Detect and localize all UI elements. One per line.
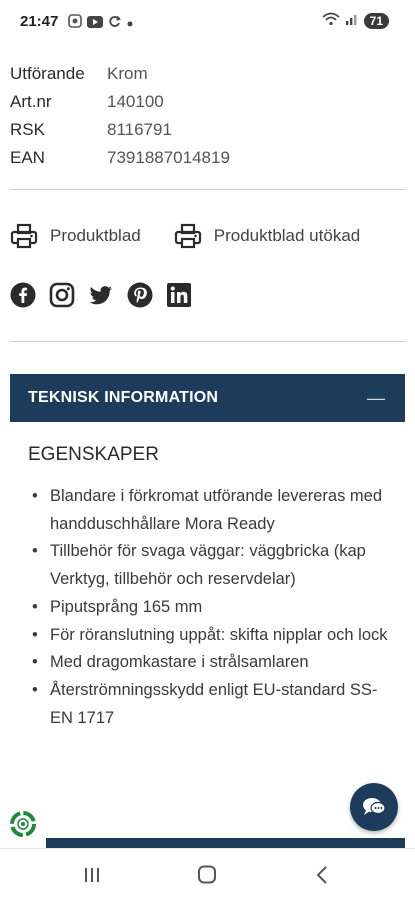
spec-value: 8116791 [107, 120, 172, 139]
wifi-icon [322, 12, 340, 29]
product-sheet-extended-link[interactable] [174, 222, 361, 250]
divider [10, 189, 405, 190]
notification-icons [68, 14, 134, 31]
product-sheet-link[interactable] [10, 222, 141, 250]
social-links [10, 282, 192, 308]
spec-label: Art.nr [10, 92, 52, 111]
spec-label: EAN [10, 148, 45, 167]
list-item: • Tillbehör för svaga väggar: väggbricka (kap Verktyg, tillbehör och reservdelar) [28, 538, 393, 593]
technical-information-accordion[interactable] [10, 374, 405, 422]
next-section-header[interactable] [46, 838, 405, 848]
chat-button[interactable] [350, 783, 398, 831]
list-item: • För röranslutning uppåt: skifta nipplar och lock [28, 622, 393, 650]
status-time: 21:47 [20, 13, 59, 30]
sync-icon [108, 15, 121, 31]
spec-label: Utförande [10, 64, 85, 83]
printer-icon [174, 222, 202, 250]
accordion-title: TEKNISK INFORMATION [28, 389, 219, 406]
spec-value: Krom [107, 64, 148, 83]
spec-row [10, 116, 405, 144]
battery-icon: 71 [364, 13, 389, 29]
spec-row [10, 144, 405, 172]
home-icon[interactable] [192, 863, 222, 887]
pinterest-icon[interactable] [127, 282, 153, 308]
printer-icon [10, 222, 38, 250]
divider [10, 341, 405, 342]
signal-icon [345, 12, 359, 29]
navigation-bar [0, 848, 415, 900]
spec-value: 7391887014819 [107, 148, 230, 167]
recents-icon[interactable] [77, 863, 107, 887]
linkedin-icon[interactable] [166, 282, 192, 308]
gallery-icon [68, 14, 82, 31]
spec-row [10, 88, 405, 116]
instagram-icon[interactable] [49, 282, 75, 308]
twitter-icon[interactable] [88, 282, 114, 308]
list-item: • Blandare i förkromat utförande levereras med handduschhållare Mora Ready [28, 483, 393, 538]
recycle-icon [8, 809, 38, 839]
list-item: • Piputsprång 165 mm [28, 594, 393, 622]
list-item: • Återströmningsskydd enligt EU-standard SS-EN 1717 [28, 677, 393, 732]
spec-table [10, 60, 405, 172]
dot-icon [126, 15, 134, 31]
youtube-icon [87, 15, 103, 31]
collapse-icon[interactable]: — [367, 387, 385, 408]
chat-icon [361, 795, 387, 819]
properties-heading: EGENSKAPER [28, 444, 159, 465]
product-sheet-label: Produktblad [50, 226, 141, 245]
document-links [10, 222, 360, 250]
facebook-icon[interactable] [10, 282, 36, 308]
properties-list [28, 483, 393, 732]
system-icons [322, 12, 389, 29]
product-sheet-extended-label: Produktblad utökad [213, 226, 361, 245]
back-icon[interactable] [308, 863, 338, 887]
spec-value: 140100 [107, 92, 164, 111]
spec-label: RSK [10, 120, 45, 139]
spec-row [10, 60, 405, 88]
status-bar [0, 0, 415, 44]
list-item: • Med dragomkastare i strålsamlaren [28, 649, 393, 677]
recycle-badge[interactable] [8, 809, 38, 839]
